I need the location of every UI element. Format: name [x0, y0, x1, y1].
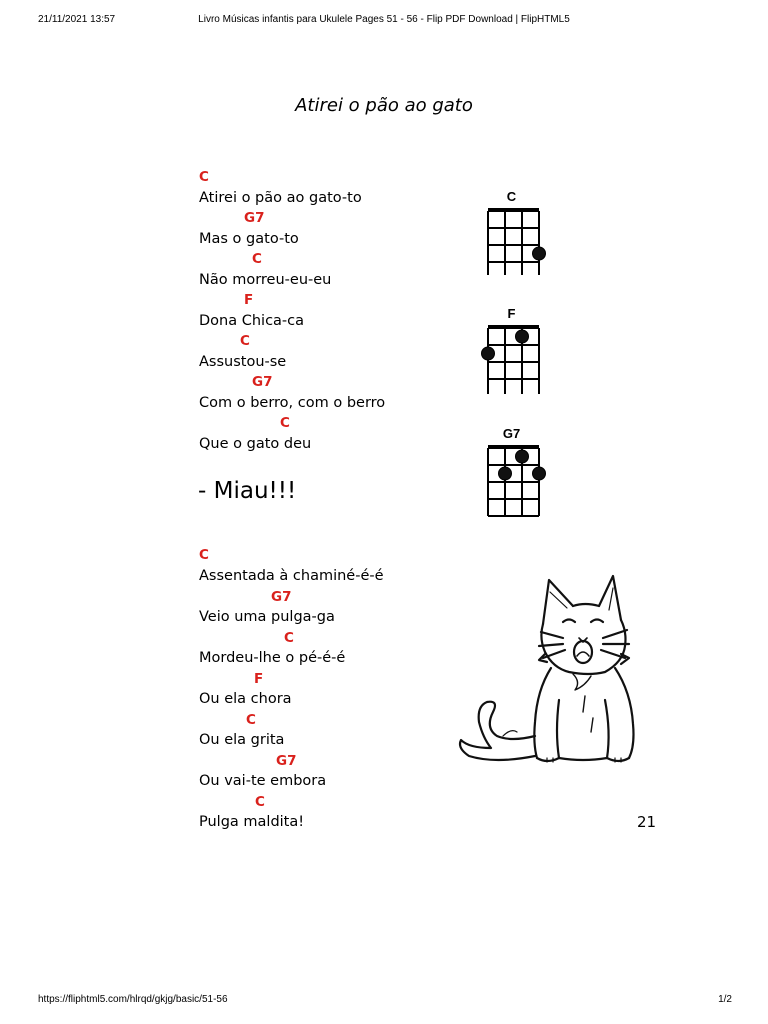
cat-singing-icon — [455, 572, 640, 767]
chord-diagram-name: C — [506, 189, 517, 204]
finger-dot — [533, 467, 546, 480]
lyric-line: Que o gato deu — [199, 436, 312, 452]
lyric-line: Ou ela grita — [199, 732, 285, 748]
chord-label: F — [244, 292, 254, 308]
diagram-nut — [488, 445, 539, 449]
lyric-line: Pulga maldita! — [199, 814, 305, 830]
chord-label: C — [280, 415, 290, 431]
chord-label: C — [284, 630, 294, 646]
lyric-line: Assustou-se — [199, 354, 287, 370]
chord-label: G7 — [244, 210, 265, 226]
page-number: 21 — [637, 813, 657, 831]
finger-dot — [516, 450, 529, 463]
chord-diagram-c — [478, 185, 558, 275]
finger-dot — [499, 467, 512, 480]
lyric-line: Dona Chica-ca — [199, 313, 305, 329]
chord-diagram-f — [478, 302, 558, 394]
lyric-line: Ou vai-te embora — [199, 773, 327, 789]
print-footer — [0, 994, 768, 1010]
lyric-line: Mas o gato-to — [199, 231, 299, 247]
chord-label: C — [252, 251, 262, 267]
lyric-line: Não morreu-eu-eu — [199, 272, 332, 288]
print-datetime: 21/11/2021 13:57 — [38, 14, 116, 25]
lyric-line: Assentada à chaminé-é-é — [199, 568, 384, 584]
chord-label: C — [255, 794, 265, 810]
lyric-line: Veio uma pulga-ga — [199, 609, 335, 625]
lyric-line: Com o berro, com o berro — [199, 395, 386, 411]
chord-label: F — [254, 671, 264, 687]
diagram-nut — [488, 208, 539, 212]
chord-diagram-g7 — [478, 422, 558, 526]
lyric-line: Mordeu-lhe o pé-é-é — [199, 650, 346, 666]
miau-shout: - Miau!!! — [198, 478, 297, 504]
lyric-line: Ou ela chora — [199, 691, 292, 707]
finger-dot — [482, 347, 495, 360]
chord-label: C — [240, 333, 250, 349]
print-page-count: 1/2 — [718, 994, 732, 1005]
finger-dot — [533, 247, 546, 260]
chord-diagram-name: G7 — [502, 426, 521, 441]
finger-dot — [516, 330, 529, 343]
chord-label: G7 — [276, 753, 297, 769]
diagram-nut — [488, 325, 539, 329]
print-url: https://fliphtml5.com/hlrqd/gkjg/basic/51-56 — [38, 994, 228, 1005]
chord-label: G7 — [252, 374, 273, 390]
chord-label: C — [199, 547, 209, 563]
print-header — [0, 14, 768, 30]
chord-label: C — [199, 169, 209, 185]
print-page-title: Livro Músicas infantis para Ukulele Pages 51 - 56 - Flip PDF Download | FlipHTML5 — [198, 14, 570, 25]
chord-label: G7 — [271, 589, 292, 605]
chord-diagram-name: F — [507, 306, 516, 321]
chord-label: C — [246, 712, 256, 728]
song-title: Atirei o pão ao gato — [295, 95, 473, 116]
lyric-line: Atirei o pão ao gato-to — [199, 190, 362, 206]
